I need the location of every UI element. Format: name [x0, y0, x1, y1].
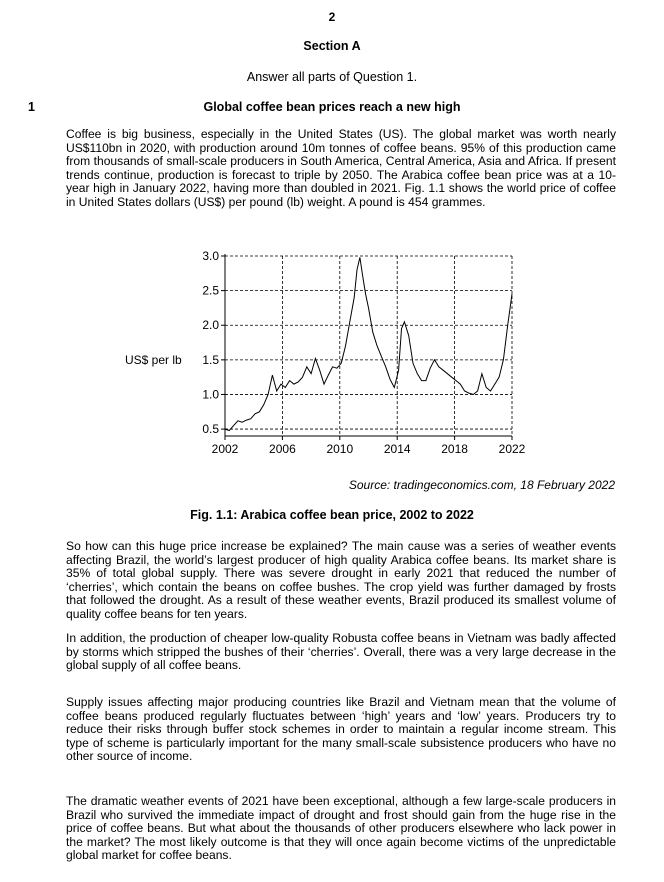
y-tick-label: 1.0	[202, 387, 219, 402]
x-tick-label: 2022	[498, 442, 526, 456]
y-tick-label: 0.5	[202, 422, 219, 437]
paragraph-supply: Supply issues affecting major producing countries like Brazil and Vietnam mean that the volume of coffee beans produced regularly fluctuates between ‘high’ years and ‘low’ years. Producers try to reduce their risks through buffer stock schemes in order to maintain a regular income stream. This type of scheme is particularly important for the many small-scale subsistence producers who have no other source of income.	[66, 695, 616, 764]
chart-grid	[225, 256, 512, 436]
x-tick-label: 2014	[383, 442, 411, 456]
x-tick-label: 2010	[326, 442, 354, 456]
x-tick-label: 2002	[211, 442, 239, 456]
paragraph-causes: So how can this huge price increase be explained? The main cause was a series of weather events affecting Brazil, the world’s largest producer of high quality Arabica coffee beans. Its market share is 35% of total global supply. There was severe drought in early 2021 that reduced the number of ‘cherries’, which contain the beans on coffee bushes. The crop yield was further damaged by frosts that followed the drought. As a result of these weather events, Brazil produced its smallest volume of quality coffee beans for ten years.	[66, 539, 616, 621]
paragraph-intro: Coffee is big business, especially in the United States (US). The global market was worth nearly US$110bn in 2020, with production around 10m tonnes of coffee beans. 95% of this production came from thousands of small-scale producers in South America, Central America, Asia and Africa. If present trends continue, production is forecast to triple by 2050. The Arabica coffee bean price was at a 10-year high in January 2022, having more than doubled in 2021. Fig. 1.1 shows the world price of coffee in United States dollars (US$) per pound (lb) weight. A pound is 454 grammes.	[66, 127, 616, 209]
paragraph-vietnam: In addition, the production of cheaper low-quality Robusta coffee beans in Vietnam was badly affected by storms which stripped the bushes of their ‘cherries’. Overall, there was a very large decrease in the global supply of all coffee beans.	[66, 631, 616, 673]
figure-caption: Fig. 1.1: Arabica coffee bean price, 2002 to 2022	[190, 508, 474, 522]
y-axis-label: US$ per lb	[125, 352, 182, 367]
question-title: Global coffee bean prices reach a new high	[203, 100, 461, 114]
y-tick-label: 2.5	[202, 283, 219, 298]
y-tick-label: 2.0	[202, 318, 219, 333]
x-tick-label: 2018	[441, 442, 468, 456]
section-heading: Section A	[303, 39, 361, 53]
x-tick-label: 2006	[269, 442, 296, 456]
figure-source: Source: tradingeconomics.com, 18 February 2022	[348, 478, 615, 492]
chart-tick-labels	[202, 249, 525, 456]
y-tick-label: 3.0	[202, 249, 219, 263]
y-tick-label: 1.5	[202, 352, 219, 367]
price-chart	[120, 245, 540, 465]
chart-axes	[221, 254, 512, 440]
page-number: 2	[328, 10, 336, 24]
question-number: 1	[28, 100, 35, 114]
paragraph-outcome: The dramatic weather events of 2021 have been exceptional, although a few large-scale producers in Brazil who survived the immediate impact of drought and frost should gain from the huge rise in the price of coffee beans. But what about the thousands of other producers elsewhere who lack power in the market? The most likely outcome is that they will once again become victims of the unpredictable global market for coffee beans.	[66, 794, 616, 863]
instruction: Answer all parts of Question 1.	[246, 70, 418, 84]
price-series-line	[225, 257, 512, 430]
